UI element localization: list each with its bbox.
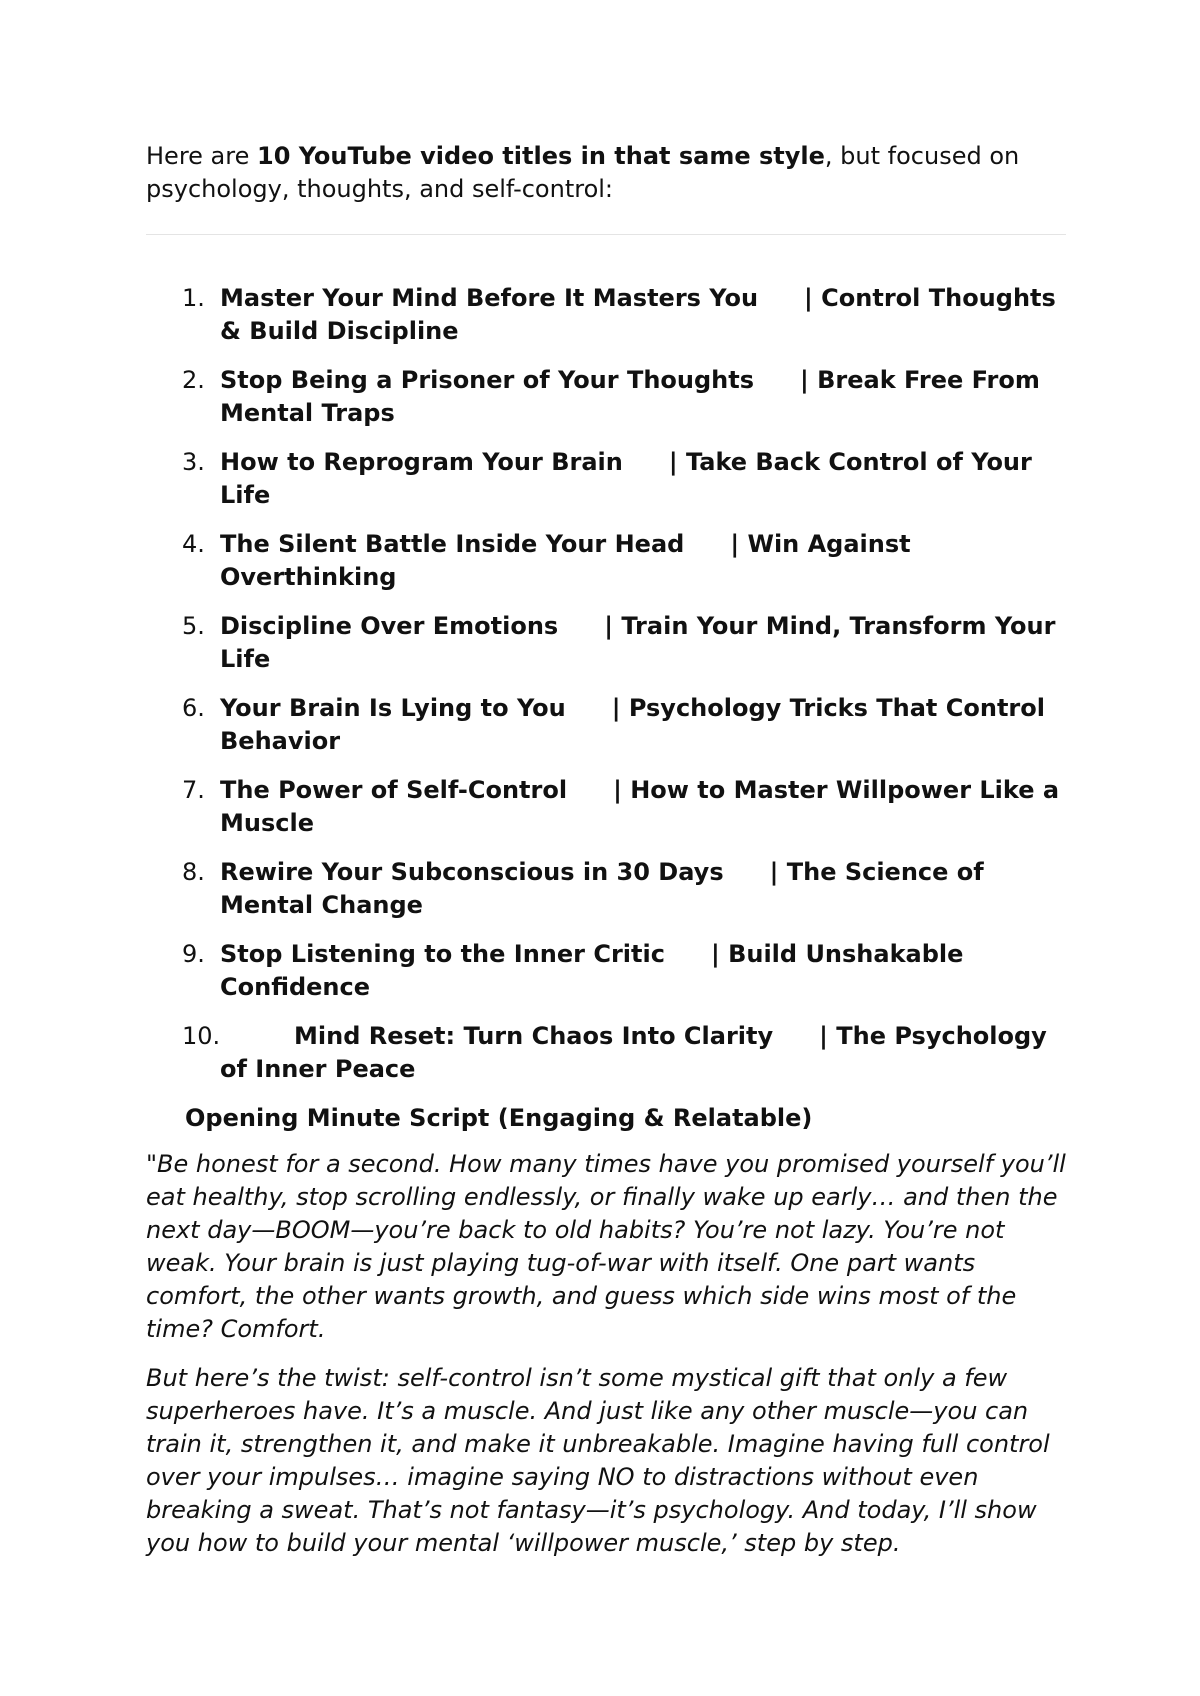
script-paragraph: "Be honest for a second. How many times have you promised yourself you’ll eat healthy, stop scrolling endlessly, or finally wake up early… and then the next day—BOOM—you’re back to old habits? You’re not lazy. You’re not weak. Your brain is just playing tug-of-war with itself. One part wants comfort, the other wants growth, and guess which side wins most of the time? Comfort. — [146, 1150, 1066, 1343]
title-sub: | Take Back Control of Your Life — [220, 448, 1032, 509]
title-sub: | The Psychology of Inner Peace — [220, 1022, 1047, 1083]
intro-bold: 10 YouTube video titles in that same style — [257, 142, 825, 170]
title-main: Stop Being a Prisoner of Your Thoughts — [220, 366, 755, 394]
script-paragraph: But here’s the twist: self-control isn’t some mystical gift that only a few superheroes have. It’s a muscle. And just like any other muscle—you can train it, strengthen it, and make it unbreakable. Imagine having full control over your impulses… imagine saying NO to distractions without even breaking a sweat. That’s not fantasy—it’s psychology. And today, I’ll show you how to build your mental ‘willpower muscle,’ step by step. — [146, 1364, 1050, 1557]
script-heading: Opening Minute Script (Engaging & Relatable) — [185, 1104, 813, 1132]
list-number: 7. — [182, 776, 205, 804]
list-item — [146, 282, 1066, 348]
list-number: 6. — [182, 694, 205, 722]
title-main: The Silent Battle Inside Your Head — [220, 530, 685, 558]
list-item — [146, 610, 1066, 676]
list-number: 4. — [182, 530, 205, 558]
title-main: How to Reprogram Your Brain — [220, 448, 623, 476]
list-item — [146, 692, 1066, 758]
list-item — [146, 364, 1066, 430]
title-sub: | Break Free From Mental Traps — [220, 366, 1040, 427]
title-sub: | The Science of Mental Change — [220, 858, 984, 919]
title-sub: | How to Master Willpower Like a Muscle — [220, 776, 1060, 837]
list-number: 9. — [182, 940, 205, 968]
title-main: Your Brain Is Lying to You — [220, 694, 566, 722]
title-sub: | Train Your Mind, Transform Your Life — [220, 612, 1056, 673]
title-main: The Power of Self-Control — [220, 776, 568, 804]
intro-prefix: Here are — [146, 142, 257, 170]
title-main: Mind Reset: Turn Chaos Into Clarity — [294, 1022, 774, 1050]
title-sub: | Win Against Overthinking — [220, 530, 911, 591]
list-number: 1. — [182, 284, 205, 312]
list-number: 10. — [182, 1022, 221, 1050]
list-item — [146, 1020, 1066, 1086]
title-sub: | Psychology Tricks That Control Behavior — [220, 694, 1045, 755]
intro-paragraph — [146, 140, 1066, 206]
list-item — [146, 938, 1066, 1004]
title-sub: | Control Thoughts & Build Discipline — [220, 284, 1056, 345]
list-number: 2. — [182, 366, 205, 394]
document-page — [146, 140, 1066, 1560]
title-main: Discipline Over Emotions — [220, 612, 559, 640]
list-item — [146, 774, 1066, 840]
list-item — [146, 528, 1066, 594]
title-sub: | Build Unshakable Confidence — [220, 940, 964, 1001]
list-number: 3. — [182, 448, 205, 476]
divider — [146, 234, 1066, 235]
title-main: Stop Listening to the Inner Critic — [220, 940, 665, 968]
title-main: Master Your Mind Before It Masters You — [220, 284, 759, 312]
title-main: Rewire Your Subconscious in 30 Days — [220, 858, 724, 886]
list-item — [146, 856, 1066, 922]
intro-suffix: , but focused on psychology, thoughts, and self-control: — [146, 142, 1020, 203]
list-item — [146, 446, 1066, 512]
list-number: 5. — [182, 612, 205, 640]
list-number: 8. — [182, 858, 205, 886]
video-title-list — [146, 282, 1066, 1086]
